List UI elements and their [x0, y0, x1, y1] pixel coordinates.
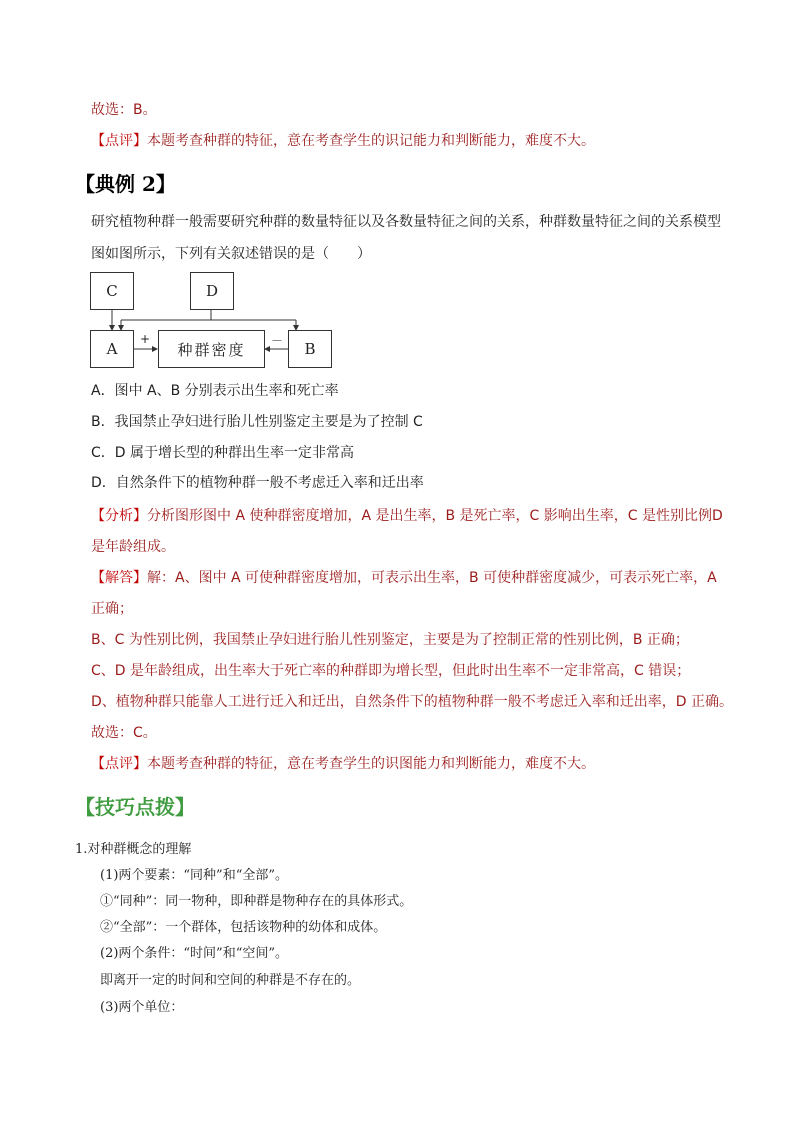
solution-line-2: 正确； — [91, 601, 133, 617]
question-line-1: 研究植物种群一般需要研究种群的数量特征以及各数量特征之间的关系，种群数量特征之间的关系模型 — [91, 214, 721, 230]
analysis-line-1 — [91, 506, 723, 526]
tips-line-3: ②“全部”：一个群体，包括该物种的幼体和成体。 — [100, 920, 387, 935]
box-c: C — [90, 272, 134, 310]
solution-line-5: D、植物种群只能靠人工进行迁入和迁出，自然条件下的植物种群一般不考虑迁入率和迁出率，D 正确。 — [91, 694, 734, 710]
comment-line-1 — [91, 131, 595, 151]
solution-line-1 — [91, 568, 717, 588]
option-d: D．自然条件下的植物种群一般不考虑迁入率和迁出率 — [91, 475, 424, 491]
minus-sign: － — [271, 334, 284, 348]
tips-line-2: ①“同种”：同一物种，即种群是物种存在的具体形式。 — [100, 894, 413, 909]
box-population-density: 种群密度 — [158, 330, 265, 368]
solution-line-4: C、D 是年龄组成，出生率大于死亡率的种群即为增长型，但此时出生率不一定非常高，C 错误； — [91, 663, 691, 679]
box-a: A — [90, 330, 134, 368]
solution-line-3: B、C 为性别比例，我国禁止孕妇进行胎儿性别鉴定，主要是为了控制正常的性别比例，B 正确； — [91, 632, 689, 648]
comment-tag: 【点评】 — [91, 133, 147, 149]
answer-line-2: 故选：C。 — [91, 725, 157, 741]
analysis-tag: 【分析】 — [91, 508, 147, 524]
comment-text-2: 本题考查种群的特征，意在考查学生的识图能力和判断能力，难度不大。 — [147, 756, 595, 772]
tips-line-5: 即离开一定的时间和空间的种群是不存在的。 — [100, 973, 361, 988]
answer-line-1: 故选：B。 — [91, 102, 157, 118]
option-a: A．图中 A、B 分别表示出生率和死亡率 — [91, 383, 339, 399]
analysis-text-1: 分析图形图中 A 使种群密度增加，A 是出生率，B 是死亡率，C 影响出生率，C 是性别比例D — [147, 508, 723, 524]
plus-sign: + — [140, 332, 151, 346]
comment-tag-2: 【点评】 — [91, 756, 147, 772]
box-b: B — [288, 330, 332, 368]
option-b: B．我国禁止孕妇进行胎儿性别鉴定主要是为了控制 C — [91, 414, 423, 430]
box-d: D — [190, 272, 234, 310]
solution-tag: 【解答】 — [91, 570, 147, 586]
example-heading: 【典例 2】 — [75, 172, 176, 196]
tips-line-6: (3)两个单位： — [100, 1000, 184, 1015]
tips-item-1: 1.对种群概念的理解 — [75, 842, 192, 857]
solution-text-1: 解：A、图中 A 可使种群密度增加，可表示出生率，B 可使种群密度减少，可表示死亡率，A — [147, 570, 717, 586]
tips-line-4: (2)两个条件：“时间”和“空间”。 — [100, 946, 288, 961]
question-line-2: 图如图所示，下列有关叙述错误的是（ ） — [91, 246, 371, 262]
tips-heading: 【技巧点拨】 — [75, 795, 195, 819]
comment-text: 本题考查种群的特征，意在考查学生的识记能力和判断能力，难度不大。 — [147, 133, 595, 149]
analysis-line-2: 是年龄组成。 — [91, 539, 175, 555]
density-diagram — [88, 270, 338, 370]
option-c: C．D 属于增长型的种群出生率一定非常高 — [91, 445, 355, 461]
tips-line-1: (1)两个要素：“同种”和“全部”。 — [100, 868, 288, 883]
comment-line-2 — [91, 754, 595, 774]
